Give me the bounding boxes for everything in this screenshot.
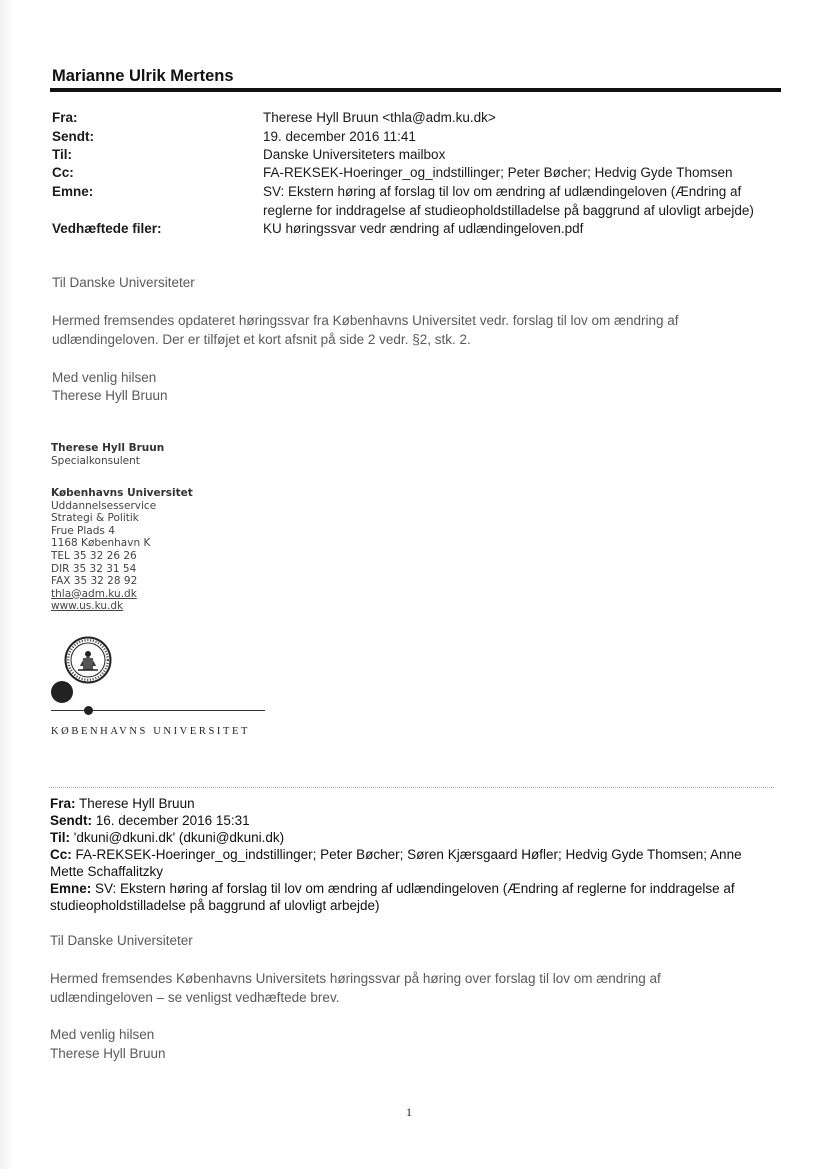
- signature-line: 1168 København K: [51, 537, 151, 550]
- closing: Med venlig hilsen: [52, 370, 157, 385]
- signature-org: Københavns Universitet: [51, 487, 193, 499]
- scan-edge: [0, 0, 14, 1169]
- sender-name: Therese Hyll Bruun: [52, 388, 168, 403]
- signature-line: Frue Plads 4: [51, 524, 115, 537]
- fwd-to-line: [50, 829, 795, 846]
- logo-line-dot-icon: [84, 706, 93, 715]
- signature-name: Therese Hyll Bruun: [51, 442, 165, 454]
- fwd-to-label: Til:: [50, 830, 70, 845]
- subject-value-line-2: reglerne for inddragelse af studieopholdstilladelse på baggrund af ulovligt arbejde): [263, 203, 754, 218]
- cc-label: Cc:: [52, 165, 74, 180]
- cc-value: FA-REKSEK-Hoeringer_og_indstillinger; Peter Bøcher; Hedvig Gyde Thomsen: [263, 165, 733, 180]
- attachments-label: Vedhæftede filer:: [52, 221, 162, 236]
- body-line-1: Hermed fremsendes opdateret høringssvar fra Københavns Universitet vedr. forslag til lov om ændring af: [52, 313, 679, 328]
- signature-line: FAX 35 32 28 92: [51, 575, 138, 588]
- greeting: Til Danske Universiteter: [52, 275, 195, 290]
- sent-label: Sendt:: [52, 129, 94, 144]
- fwd-closing: Med venlig hilsen: [50, 1027, 155, 1042]
- fwd-subject-continued: studieopholdstilladelse på baggrund af ulovligt arbejde): [50, 898, 380, 913]
- fwd-cc-line: [50, 846, 795, 863]
- subject-value-line-1: SV: Ekstern høring af forslag til lov om ændring af udlændingeloven (Ændring af: [263, 184, 742, 199]
- logo-dot-icon: [51, 681, 73, 703]
- body-line-2: udlændingeloven. Der er tilføjet et kort afsnit på side 2 vedr. §2, stk. 2.: [52, 332, 471, 347]
- fwd-subject-value: SV: Ekstern høring af forslag til lov om ændring af udlændingeloven (Ændring af reglerne for inddragelse af: [95, 881, 735, 896]
- signature-title: Specialkonsulent: [51, 454, 140, 467]
- signature-line: DIR 35 32 31 54: [51, 562, 137, 575]
- attachment-link[interactable]: KU høringssvar vedr ændring af udlændingeloven.pdf: [263, 221, 584, 236]
- signature-org-block: [51, 487, 193, 613]
- signature-person: [51, 442, 164, 467]
- header-rule: [50, 88, 781, 92]
- fwd-sender-name: Therese Hyll Bruun: [50, 1046, 166, 1061]
- fwd-sent-value: 16. december 2016 15:31: [95, 813, 250, 828]
- fwd-subject-line: [50, 880, 795, 897]
- signature-line: TEL 35 32 26 26: [51, 549, 137, 562]
- signature-line: Uddannelsesservice: [51, 499, 157, 512]
- fwd-from-line: [50, 795, 795, 812]
- fwd-cc-continued: Mette Schaffalitzky: [50, 864, 164, 879]
- from-label: Fra:: [52, 110, 78, 125]
- to-label: Til:: [52, 147, 72, 162]
- page-number: 1: [406, 1105, 412, 1119]
- logo-wordmark: KØBENHAVNS UNIVERSITET: [51, 726, 251, 737]
- signature-email-link[interactable]: thla@adm.ku.dk: [51, 587, 137, 600]
- fwd-body-line-1: Hermed fremsendes Københavns Universitets høringssvar på høring over forslag til lov om ændring af: [50, 971, 661, 986]
- from-value: Therese Hyll Bruun <thla@adm.ku.dk>: [263, 110, 496, 125]
- fwd-from-value: Therese Hyll Bruun: [79, 796, 195, 811]
- fwd-body-line-2: udlændingeloven – se venligst vedhæftede brev.: [50, 990, 340, 1005]
- mailbox-owner: Marianne Ulrik Mertens: [52, 67, 234, 85]
- signature-web-link[interactable]: www.us.ku.dk: [51, 600, 124, 613]
- fwd-to-value: 'dkuni@dkuni.dk' (dkuni@dkuni.dk): [73, 830, 285, 845]
- fwd-greeting: Til Danske Universiteter: [50, 933, 193, 948]
- signature-line: Strategi & Politik: [51, 512, 139, 525]
- subject-label: Emne:: [52, 184, 94, 199]
- fwd-sent-line: [50, 812, 795, 829]
- fwd-cc-label: Cc:: [50, 847, 72, 862]
- university-seal-icon: [64, 636, 112, 684]
- fwd-sent-label: Sendt:: [50, 813, 92, 828]
- message-separator: [49, 787, 774, 788]
- to-value: Danske Universiteters mailbox: [263, 147, 446, 162]
- sent-value: 19. december 2016 11:41: [263, 129, 416, 144]
- fwd-from-label: Fra:: [50, 796, 76, 811]
- fwd-cc-value: FA-REKSEK-Hoeringer_og_indstillinger; Peter Bøcher; Søren Kjærsgaard Høfler; Hedvig Gyde Thomsen; Anne: [75, 847, 742, 862]
- fwd-subject-label: Emne:: [50, 881, 92, 896]
